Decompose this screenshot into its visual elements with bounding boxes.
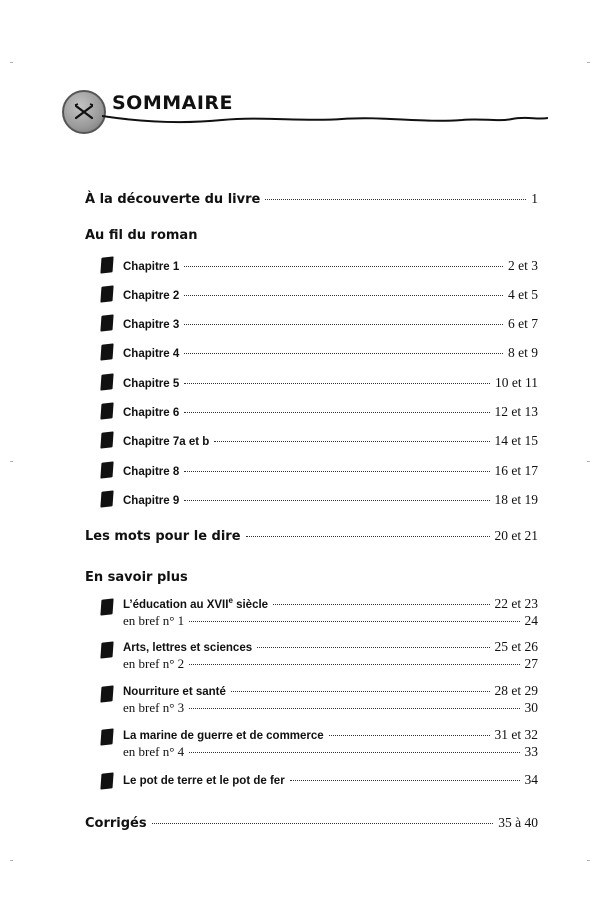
dot-leader <box>329 735 490 736</box>
toc-entry-chapter[interactable]: Chapitre 2 4 et 5 <box>123 287 538 302</box>
bullet-icon <box>100 402 113 419</box>
toc-entry-chapter[interactable]: Chapitre 1 2 et 3 <box>123 258 538 273</box>
dot-leader <box>184 412 489 413</box>
bullet-icon <box>100 598 113 615</box>
toc-entry-chapter[interactable]: Chapitre 6 12 et 13 <box>123 404 538 419</box>
toc-entry-intro[interactable]: À la découverte du livre 1 <box>85 191 538 207</box>
bullet-icon <box>100 490 113 507</box>
dot-leader <box>184 500 489 501</box>
bullet-icon <box>100 373 113 390</box>
crossed-swords-icon <box>62 90 106 134</box>
dot-leader <box>184 353 503 354</box>
toc-entry-chapter[interactable]: Chapitre 7a et b 14 et 15 <box>123 433 538 448</box>
dot-leader <box>184 295 503 296</box>
wavy-underline <box>102 110 548 130</box>
dot-leader <box>273 604 489 605</box>
dot-leader <box>184 471 489 472</box>
dot-leader <box>189 752 519 753</box>
dot-leader <box>290 780 520 781</box>
toc-entry-chapter[interactable]: Chapitre 3 6 et 7 <box>123 316 538 331</box>
toc-entry-topic[interactable]: Nourriture et santé 28 et 29 <box>123 683 538 698</box>
page-header <box>62 88 550 148</box>
crop-mark <box>587 461 590 462</box>
bullet-icon <box>100 431 113 448</box>
toc-entry-mots[interactable]: Les mots pour le dire 20 et 21 <box>85 528 538 544</box>
toc-entry-chapter[interactable]: Chapitre 5 10 et 11 <box>123 375 538 390</box>
toc-entry-bref[interactable]: en bref n° 2 27 <box>123 656 538 671</box>
dot-leader <box>184 324 503 325</box>
dot-leader <box>189 664 519 665</box>
toc-entry-bref[interactable]: en bref n° 1 24 <box>123 613 538 628</box>
toc-entry-chapter[interactable]: Chapitre 9 18 et 19 <box>123 492 538 507</box>
section-heading-savoir: En savoir plus <box>85 570 188 585</box>
dot-leader <box>189 621 519 622</box>
bullet-icon <box>100 772 113 789</box>
toc-entry-chapter[interactable]: Chapitre 4 8 et 9 <box>123 345 538 360</box>
dot-leader <box>184 266 503 267</box>
dot-leader <box>214 441 489 442</box>
bullet-icon <box>100 461 113 478</box>
toc-entry-corriges[interactable]: Corrigés 35 à 40 <box>85 815 538 831</box>
crop-mark <box>587 860 590 861</box>
bullet-icon <box>100 256 113 273</box>
crop-mark <box>10 62 13 63</box>
dot-leader <box>246 536 490 537</box>
bullet-icon <box>100 685 113 702</box>
toc-entry-bref[interactable]: en bref n° 4 33 <box>123 744 538 759</box>
crop-mark <box>10 860 13 861</box>
page-title: SOMMAIRE <box>112 92 234 114</box>
toc-entry-topic[interactable]: L’éducation au XVIIe siècle 22 et 23 <box>123 596 538 611</box>
bullet-icon <box>100 343 113 360</box>
bullet-icon <box>100 728 113 745</box>
toc-entry-topic[interactable]: Le pot de terre et le pot de fer 34 <box>123 772 538 787</box>
dot-leader <box>257 647 489 648</box>
section-heading-roman: Au fil du roman <box>85 228 198 243</box>
toc-entry-topic[interactable]: Arts, lettres et sciences 25 et 26 <box>123 639 538 654</box>
dot-leader <box>184 383 490 384</box>
dot-leader <box>189 708 519 709</box>
crop-mark <box>587 62 590 63</box>
dot-leader <box>265 199 526 200</box>
toc-entry-chapter[interactable]: Chapitre 8 16 et 17 <box>123 463 538 478</box>
bullet-icon <box>100 641 113 658</box>
toc-entry-bref[interactable]: en bref n° 3 30 <box>123 700 538 715</box>
bullet-icon <box>100 285 113 302</box>
dot-leader <box>152 823 494 824</box>
bullet-icon <box>100 314 113 331</box>
toc-entry-topic[interactable]: La marine de guerre et de commerce 31 et 32 <box>123 727 538 742</box>
dot-leader <box>231 691 490 692</box>
crop-mark <box>10 461 13 462</box>
